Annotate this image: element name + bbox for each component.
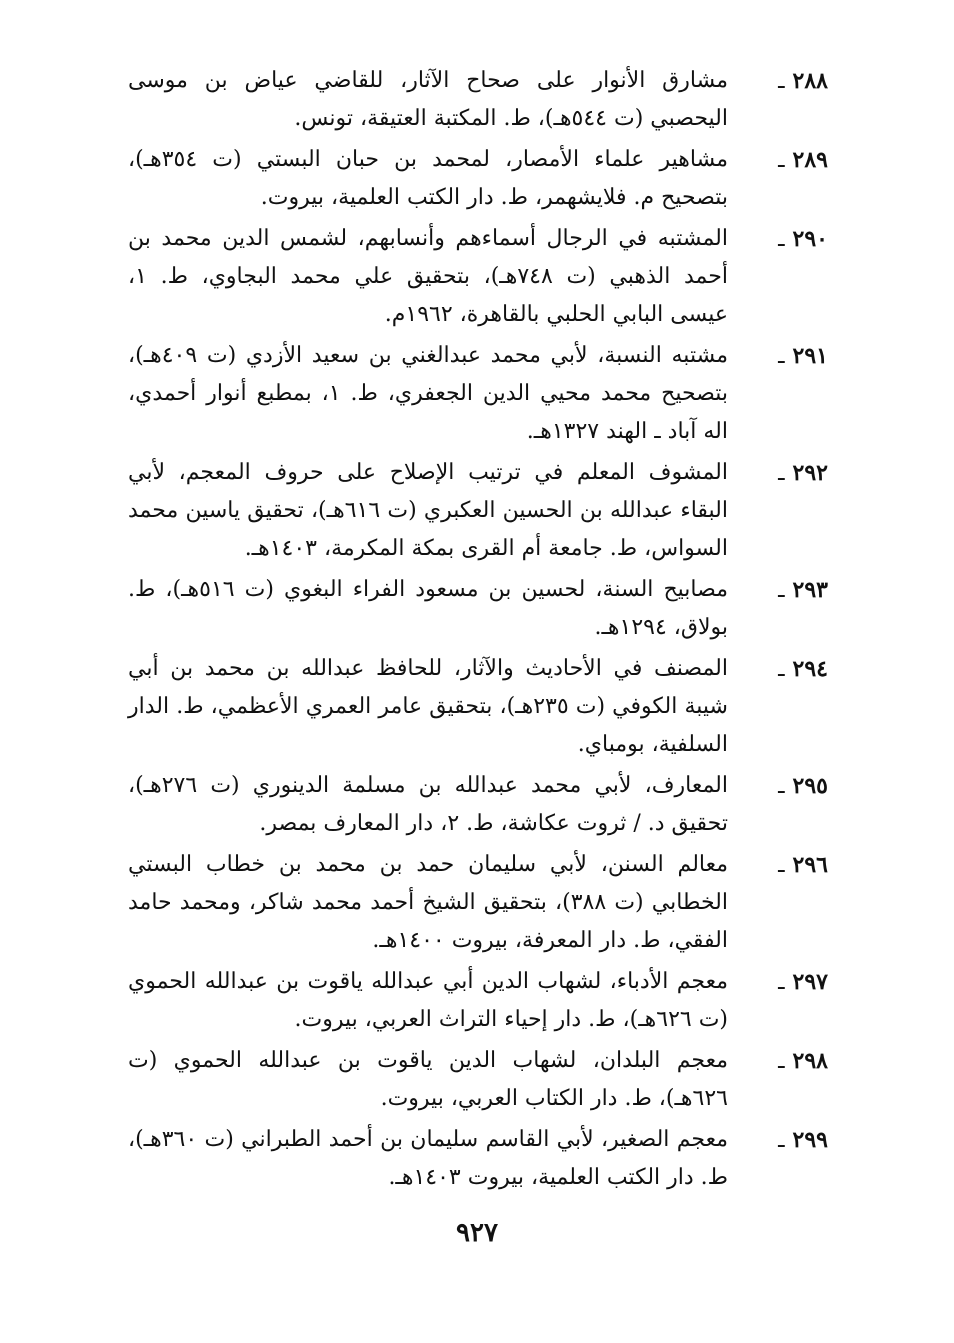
entry-text: مشاهير علماء الأمصار، لمحمد بن حبان البستي (ت ٣٥٤هـ)، بتصحيح م. فلايشهمر، ط. دار الكتب العلمية، بيروت. bbox=[128, 147, 728, 210]
entry-number: ٢٩٣ـ bbox=[778, 577, 828, 603]
entry-text: المصنف في الأحاديث والآثار، للحافظ عبدالله بن محمد بن أبي شيبة الكوفي (ت ٢٣٥هـ)، بتحقيق عامر العمري الأعظمي، ط. الدار السلفية، بومباي. bbox=[128, 656, 728, 757]
entry-number: ٢٩٧ـ bbox=[778, 969, 828, 995]
entry-text: معجم الأدباء، لشهاب الدين أبي عبدالله ياقوت بن عبدالله الحموي (ت ٦٢٦هـ)، ط. دار إحياء التراث العربي، بيروت. bbox=[128, 969, 728, 1032]
page-number: ٩٢٧ bbox=[456, 1218, 498, 1248]
bibliography-entry bbox=[128, 963, 828, 1039]
bibliography-entry bbox=[128, 846, 828, 960]
bibliography-entry bbox=[128, 220, 828, 334]
entry-number: ٢٩١ـ bbox=[778, 343, 828, 369]
entry-text: معجم الصغير، لأبي القاسم سليمان بن أحمد الطبراني (ت ٣٦٠هـ)، ط. دار الكتب العلمية، بيروت ١٤٠٣هـ. bbox=[128, 1127, 728, 1190]
entry-text: مشارق الأنوار على صحاح الآثار، للقاضي عياض بن موسى اليحصبي (ت ٥٤٤هـ)، ط. المكتبة العتيقة، تونس. bbox=[128, 68, 728, 131]
entry-text: مصابيح السنة، لحسين بن مسعود الفراء البغوي (ت ٥١٦هـ)، ط. بولاق، ١٢٩٤هـ. bbox=[128, 577, 728, 640]
entry-number: ٢٩٠ـ bbox=[778, 226, 828, 252]
entry-number: ٢٨٨ـ bbox=[778, 68, 828, 94]
entry-text: مشتبه النسبة، لأبي محمد عبدالغني بن سعيد الأزدي (ت ٤٠٩هـ)، بتصحيح محمد محيي الدين الجعفري، ط. ١، بمطبع أنوار أحمدي، اله آباد ـ الهند ١٣٢٧هـ. bbox=[128, 343, 729, 444]
bibliography-list bbox=[128, 62, 828, 1200]
entry-text: المشوف المعلم في ترتيب الإصلاح على حروف المعجم، لأبي البقاء عبدالله بن الحسين العكبري (ت ٦١٦هـ)، تحقيق ياسين محمد السواس، ط. جامعة أم القرى بمكة المكرمة، ١٤٠٣هـ. bbox=[128, 460, 729, 561]
bibliography-entry bbox=[128, 141, 828, 217]
entry-number: ٢٩٢ـ bbox=[778, 460, 828, 486]
entry-number: ٢٩٥ـ bbox=[778, 773, 828, 799]
entry-text: معالم السنن، لأبي سليمان حمد بن محمد بن خطاب البستي الخطابي (ت ٣٨٨)، بتحقيق الشيخ أحمد محمد شاكر، ومحمد حامد الفقي، ط. دار المعرفة، بيروت ١٤٠٠هـ. bbox=[128, 852, 728, 953]
entry-text: المعارف، لأبي محمد عبدالله بن مسلمة الدينوري (ت ٢٧٦هـ)، تحقيق د. / ثروت عكاشة، ط. ٢، دار المعارف بمصر. bbox=[128, 773, 728, 836]
entry-text: المشتبه في الرجال أسماءهم وأنسابهم، لشمس الدين محمد بن أحمد الذهبي (ت ٧٤٨هـ)، بتحقيق علي محمد البجاوي، ط. ١، عيسى البابي الحلبي بالقاهرة، ١٩٦٢م. bbox=[128, 226, 728, 327]
entry-text: معجم البلدان، لشهاب الدين ياقوت بن عبدالله الحموي (ت ٦٢٦هـ)، ط. دار الكتاب العربي، بيروت. bbox=[128, 1048, 728, 1111]
bibliography-entry bbox=[128, 1042, 828, 1118]
bibliography-entry bbox=[128, 1121, 828, 1197]
entry-number: ٢٨٩ـ bbox=[778, 147, 828, 173]
entry-number: ٢٩٤ـ bbox=[778, 656, 828, 682]
bibliography-entry bbox=[128, 650, 828, 764]
bibliography-entry bbox=[128, 337, 828, 451]
bibliography-entry bbox=[128, 571, 828, 647]
entry-number: ٢٩٨ـ bbox=[778, 1048, 828, 1074]
bibliography-entry bbox=[128, 454, 828, 568]
bibliography-entry bbox=[128, 767, 828, 843]
bibliography-entry bbox=[128, 62, 828, 138]
entry-number: ٢٩٩ـ bbox=[778, 1127, 828, 1153]
entry-number: ٢٩٦ـ bbox=[778, 852, 828, 878]
